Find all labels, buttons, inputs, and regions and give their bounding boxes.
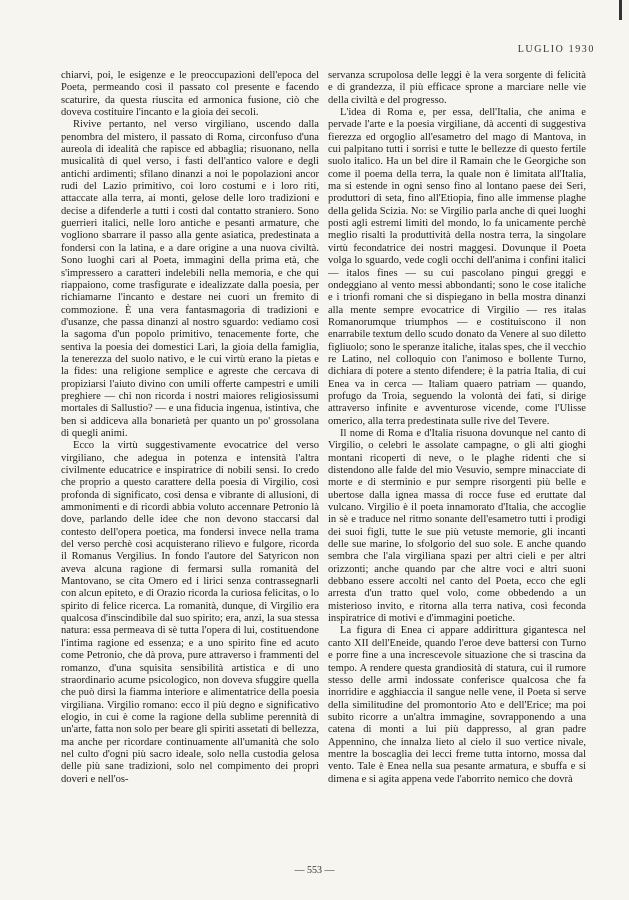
paragraph: L'idea di Roma e, per essa, dell'Italia, che anima e pervade l'arte e la poesia virgiliane, dà accenti di suggestiva fierezza ed orgoglio all'esametro del mago di Mantova, in cui palpitano tutti i sorrisi e tutte le bellezze di questo fertile suolo italico. Ha un bel dire il Ramain che le Georgiche son come il poema della terra, la quale non è limitata all'Italia, ma si estende in ogni senso fino al lontano paese dei Seri, produttori di seta, fino all'Etiopia, fino alle immense plaghe della gelida Scizia. No: se Virgilio parla anche di quei luoghi posti agli estremi limiti del mondo, lo fa unicamente perchè meglio risalti la produttività della nostra terra, la singolare virtù fecondatrice dei nostri maggesi. Dovunque il Poeta volga lo sguardo, vede cogli occhi dell'anima i confini italici — italos fines — su cui pascolano pingui greggi e ondeggiano al vento messi abbondanti; sono le cose italiche e i trionfi romani che si dispiegano in bella mostra dinanzi alla mente sempre evocatrice di Virgilio — res italas Romanorumque triumphos — e costituiscono il non enarrabile textum dello scudo donato da Venere al suo diletto figliuolo; sono le speranze italiche, italas spes, che il vecchio re Latino, nel colloquio con l'animoso e bollente Turno, dichiara di potere a stento difendere; è la patria Italia, di cui Enea va in cerca — Italiam quaero patriam — quando, profugo da Troia, seguendo la volontà dei fati, si dirige attraverso infinite e avventurose vicende, come l'Ulisse omerico, alla terra predestinata sulle rive del Tevere. — [328, 107, 586, 427]
paragraph: Rivive pertanto, nel verso virgiliano, uscendo dalla penombra del mistero, il passato di Roma, circonfuso d'una aureola di idealità che rapisce ed abbaglia; risuonano, nella musicalità di quel verso, i fasti dell'antico valore e degli antichi ardimenti; sfilano dinanzi a noi le popolazioni ancor rudi del Lazio primitivo, coi loro costumi e i loro riti, attaccate alla terra, ai monti, gelose delle loro tradizioni e decise a difenderle a tutti i costi dal contatto straniero. Sono guerrieri italici, nelle loro antiche e pesanti armature, che vogliono sbarrare il passo alla gente asiatica, predestinata a fondersi con la latina, e a dare origine a una nuova civiltà. Sono luoghi cari al Poeta, immagini della prima età, che s'impressero a caratteri indelebili nella memoria, e che qui riappaiono, come trasfigurate e idealizzate dalla poesia, per richiamarne l'incanto e destare nei cuori un fremito di commozione. È una vera fantasmagoria di tradizioni e d'usanze, che passa dinanzi al nostro sguardo: vediamo così la sagoma d'un popolo primitivo, tenacemente forte, che sentiva la poesia dei domestici Lari, la gioia della famiglia, la tenerezza del suolo nativo, e le cui virtù erano la pietas e la fides: una religione semplice e agreste che cercava di propiziarsi l'aiuto divino con umili offerte campestri e umili preghiere — chi non ricorda i nostri maiores religiosissumi mortales di Sallustio? — e una fiducia ingenua, istintiva, che ben si addiceva alla bonarietà per quanto un po' grossolana di quegli animi. — [61, 119, 319, 439]
paragraph: Il nome di Roma e d'Italia risuona dovunque nel canto di Virgilio, o celebri le assolate campagne, o gli alti gioghi montani ricoperti di neve, o le plaghe ridenti che si distendono alle falde del mio Vesuvio, sempre minacciate di morte e di sterminio e pur sempre risorgenti più belle e ubertose dalla ignea massa di rocce fuse ed eruttate dal vulcano. Virgilio è il poeta innamorato d'Italia, che accoglie in sè e traduce nel ritmo sonante dell'esametro tutti i prodigi dei suoi figli, tutte le sue più vetuste memorie, gli incanti delle sue marine, lo sfolgorio del suo sole. E anche quando sembra che l'ala virgiliana spazi per altri cieli e per altri orizzonti; anche quando par che altre voci e altri suoni debbano essere accolti nel canto del Poeta, ecco che egli arresta d'un tratto quel volo, come obbedendo a un misterioso invito, e ritorna alla terra nativa, così feconda inspiratrice di motivi e d'immagini poetiche. — [328, 427, 586, 625]
page-number: — 553 — — [294, 865, 335, 876]
paragraph: servanza scrupolosa delle leggi è la vera sorgente di felicità e di grandezza, il più efficace sprone a marciare nelle vie della civiltà e del progresso. — [328, 70, 586, 106]
paragraph: La figura di Enea ci appare addirittura gigantesca nel canto XII dell'Eneide, quando l'eroe deve battersi con Turno e porre fine a una increscevole situazione che si trascina da tempo. A rendere questa grandiosità di statura, cui il rumore stesso delle armi indossate conferisce qualcosa che fa inorridire e agghiaccia il sangue nelle vene, il Poeta si serve della similitudine del promontorio Ato e dell'Erice; ma poi subito ricorre a un'altra immagine, sovrapponendo a una catena di monti a lui più dappresso, al gran padre Appennino, che innalza lieto al cielo il suo vertice nivale, mentre la boscaglia dei lecci freme tutta intorno, mossa dal vento. Tale è Enea nella sua pesante armatura, e sbuffa e si dimena e si agita appena vede l'aborrito nemico che dovrà — [328, 625, 586, 785]
right-text-column — [328, 70, 586, 786]
left-text-column — [61, 70, 319, 786]
paragraph: chiarvi, poi, le esigenze e le preoccupazioni dell'epoca del Poeta, permeando così il passato col presente e facendo scaturire, da questa riuscita ed armonica fusione, ciò che doveva costituire l'incanto e la gioia dei secoli. — [61, 70, 319, 119]
running-header: LUGLIO 1930 — [517, 44, 595, 55]
paragraph: Ecco la virtù suggestivamente evocatrice del verso virgiliano, che adegua in potenza e intensità l'altra civilmente educatrice e inspiratrice di nobili sensi. Io credo che proprio a questo carattere della poesia di Virgilio, così profonda di significato, così densa e vibrante di allusioni, di ammonimenti e di ricordi abbia voluto accennare Petronio là dove, parlando delle idee che non devono staccarsi dal contesto dell'opera poetica, ma fondersi invece nella trama del verso perchè così acquisterano rilievo e fulgore, ricorda il Romanus Vergilius. In fondo l'autore del Satyricon non aveva alcuna ragione di fermarsi sulla romanità del Mantovano, se cita Omero ed i lirici senza contrassegnarli con alcun epiteto, e di Orazio ricorda la curiosa felicitas, o lo spirito di felice ricerca. La romanità, dunque, di Virgilio era qualcosa d'inscindibile dal suo spirito; era, anzi, la sua stessa natura: essa permeava di sè tutta l'opera di lui, costituendone l'intima ragione ed essenza; e a uno spirito fine ed acuto come Petronio, che dà prova, pure attraverso i frammenti del romanzo, d'una squisita sensibilità artistica e di uno straordinario acume psicologico, non doveva sfuggire quella che può dirsi la fiamma interiore e alimentatrice della poesia virgiliana. Virgilio romano: ecco il più degno e significativo elogio, in cui è come la ragione della sublime perennità di un'arte, fatta non solo per beare gli spiriti assetati di bellezza, ma anche per ricordare continuamente all'umanità che solo nel culto d'ogni più sacro ideale, solo nella custodia gelosa delle più sane tradizioni, solo nel compimento dei propri doveri e nell'os- — [61, 440, 319, 785]
page-edge-mark — [619, 0, 622, 20]
